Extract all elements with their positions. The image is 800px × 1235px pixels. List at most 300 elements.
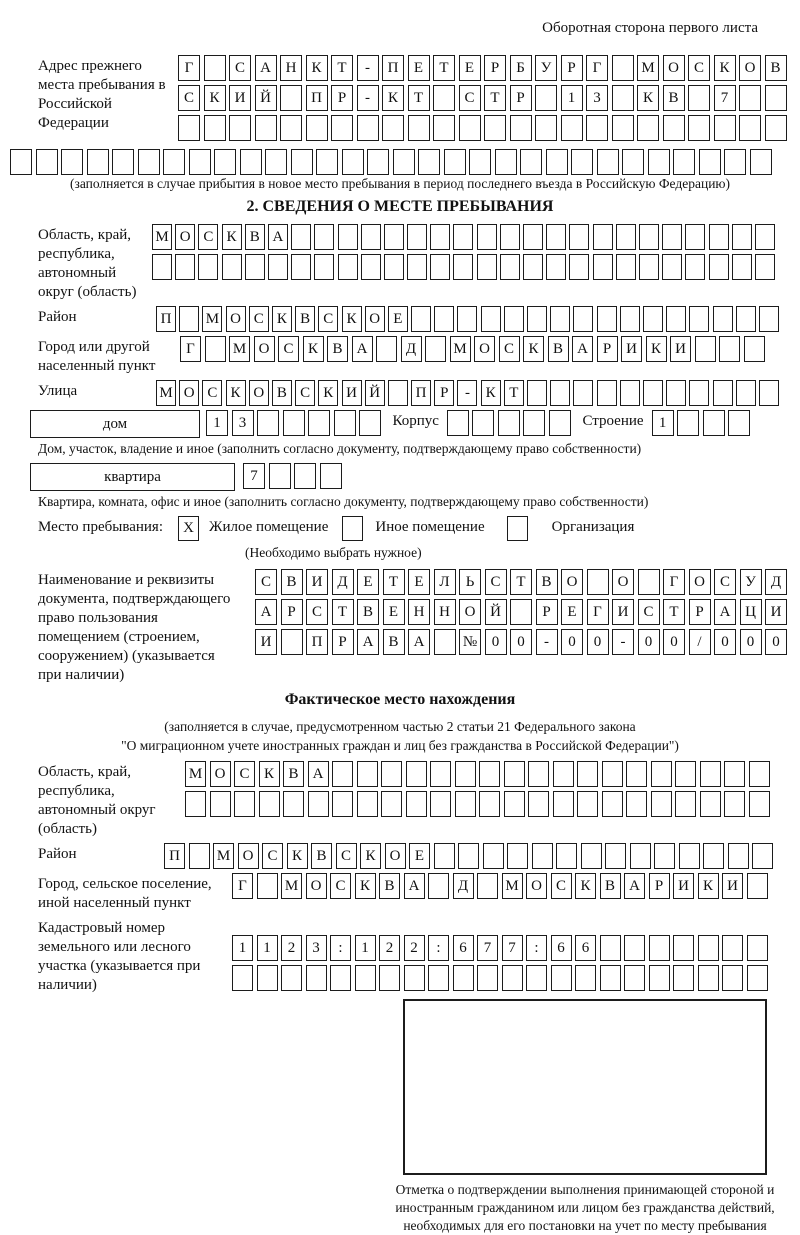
char-cell: А bbox=[268, 224, 288, 250]
char-cell bbox=[355, 965, 376, 991]
char-cell bbox=[330, 965, 351, 991]
char-cell: П bbox=[382, 55, 404, 81]
char-cell bbox=[453, 965, 474, 991]
char-cell bbox=[556, 843, 577, 869]
char-cell bbox=[504, 791, 525, 817]
house-row bbox=[30, 410, 800, 438]
char-cell: Ц bbox=[740, 599, 762, 625]
char-cell bbox=[673, 149, 695, 175]
char-cell bbox=[698, 965, 719, 991]
char-cell bbox=[624, 965, 645, 991]
char-cell: 6 bbox=[453, 935, 474, 961]
char-cell: М bbox=[502, 873, 523, 899]
char-cell: И bbox=[342, 380, 362, 406]
char-cell bbox=[685, 224, 705, 250]
char-cell bbox=[597, 149, 619, 175]
char-cell bbox=[232, 965, 253, 991]
cell-row bbox=[185, 791, 773, 817]
stroenie-cells bbox=[652, 410, 754, 436]
char-cell bbox=[732, 254, 752, 280]
char-cell: Д bbox=[453, 873, 474, 899]
char-cell bbox=[388, 380, 408, 406]
char-cell bbox=[638, 569, 660, 595]
char-cell: Е bbox=[561, 599, 583, 625]
char-cell bbox=[605, 843, 626, 869]
char-cell: О bbox=[306, 873, 327, 899]
char-cell: К bbox=[698, 873, 719, 899]
char-cell: Т bbox=[510, 569, 532, 595]
char-cell bbox=[752, 843, 773, 869]
korpus-label: Корпус bbox=[392, 413, 439, 429]
char-cell bbox=[430, 791, 451, 817]
actual-district-label: Район bbox=[38, 846, 77, 862]
char-cell bbox=[189, 149, 211, 175]
char-cell bbox=[198, 254, 218, 280]
char-cell bbox=[546, 254, 566, 280]
char-cell bbox=[626, 761, 647, 787]
char-cell bbox=[404, 965, 425, 991]
char-cell bbox=[612, 85, 634, 111]
char-cell bbox=[663, 115, 685, 141]
char-cell bbox=[430, 761, 451, 787]
char-cell: Е bbox=[408, 55, 430, 81]
char-cell bbox=[459, 115, 481, 141]
char-cell bbox=[393, 149, 415, 175]
char-cell bbox=[602, 761, 623, 787]
char-cell bbox=[229, 115, 251, 141]
char-cell: 0 bbox=[561, 629, 583, 655]
char-cell: И bbox=[621, 336, 642, 362]
char-cell: Т bbox=[332, 599, 354, 625]
char-cell bbox=[308, 410, 330, 436]
stay-type-option-organization: Организация bbox=[551, 519, 635, 535]
char-cell bbox=[597, 380, 617, 406]
char-cell bbox=[234, 791, 255, 817]
char-cell bbox=[453, 254, 473, 280]
char-cell bbox=[407, 224, 427, 250]
cell-row bbox=[156, 380, 782, 406]
char-cell bbox=[382, 115, 404, 141]
char-cell bbox=[281, 965, 302, 991]
char-cell bbox=[649, 935, 670, 961]
char-cell bbox=[479, 791, 500, 817]
char-cell bbox=[747, 965, 768, 991]
actual-location-title: Фактическое место нахождения bbox=[284, 691, 516, 708]
char-cell bbox=[332, 791, 353, 817]
char-cell bbox=[616, 224, 636, 250]
char-cell bbox=[291, 149, 313, 175]
char-cell: Й bbox=[365, 380, 385, 406]
document-cells bbox=[255, 569, 791, 659]
char-cell bbox=[597, 306, 617, 332]
char-cell: П bbox=[156, 306, 176, 332]
char-cell: К bbox=[259, 761, 280, 787]
char-cell bbox=[709, 254, 729, 280]
char-cell: В bbox=[283, 761, 304, 787]
char-cell: - bbox=[357, 85, 379, 111]
char-cell bbox=[722, 965, 743, 991]
char-cell: В bbox=[245, 224, 265, 250]
actual-city-label: Город, сельское поселение, иной населенный пункт bbox=[38, 876, 212, 911]
apartment-box-label: квартира bbox=[30, 463, 235, 491]
char-cell bbox=[453, 224, 473, 250]
char-cell bbox=[649, 965, 670, 991]
char-cell bbox=[477, 224, 497, 250]
char-cell bbox=[528, 761, 549, 787]
char-cell: О bbox=[249, 380, 269, 406]
char-cell bbox=[749, 791, 770, 817]
char-cell bbox=[204, 115, 226, 141]
char-cell bbox=[673, 965, 694, 991]
cell-row bbox=[185, 761, 773, 787]
char-cell bbox=[675, 791, 696, 817]
char-cell: Е bbox=[388, 306, 408, 332]
char-cell: В bbox=[379, 873, 400, 899]
prev-address-cells bbox=[178, 55, 790, 145]
char-cell: Р bbox=[597, 336, 618, 362]
char-cell bbox=[620, 306, 640, 332]
char-cell: К bbox=[355, 873, 376, 899]
char-cell bbox=[675, 761, 696, 787]
char-cell bbox=[384, 224, 404, 250]
char-cell bbox=[406, 791, 427, 817]
char-cell bbox=[666, 380, 686, 406]
char-cell bbox=[698, 935, 719, 961]
char-cell bbox=[535, 85, 557, 111]
char-cell bbox=[651, 791, 672, 817]
char-cell: С bbox=[551, 873, 572, 899]
cadastre-cells bbox=[232, 917, 771, 995]
char-cell bbox=[283, 410, 305, 436]
char-cell bbox=[630, 843, 651, 869]
house-number-cells bbox=[206, 410, 385, 436]
char-cell bbox=[214, 149, 236, 175]
char-cell: С bbox=[638, 599, 660, 625]
char-cell bbox=[739, 115, 761, 141]
char-cell bbox=[639, 224, 659, 250]
char-cell bbox=[546, 149, 568, 175]
char-cell bbox=[520, 149, 542, 175]
char-cell bbox=[381, 791, 402, 817]
char-cell: К bbox=[382, 85, 404, 111]
char-cell bbox=[532, 843, 553, 869]
char-cell: П bbox=[164, 843, 185, 869]
char-cell: И bbox=[722, 873, 743, 899]
district-label: Район bbox=[38, 309, 77, 325]
char-cell bbox=[268, 254, 288, 280]
char-cell: К bbox=[318, 380, 338, 406]
char-cell: Р bbox=[434, 380, 454, 406]
korpus-cells bbox=[447, 410, 575, 436]
char-cell bbox=[291, 224, 311, 250]
char-cell: А bbox=[255, 599, 277, 625]
char-cell: 7 bbox=[714, 85, 736, 111]
char-cell: В bbox=[295, 306, 315, 332]
char-cell bbox=[10, 149, 32, 175]
cell-row bbox=[232, 965, 771, 991]
cell-row bbox=[178, 55, 790, 81]
city-block bbox=[0, 336, 800, 376]
char-cell: К bbox=[204, 85, 226, 111]
char-cell bbox=[434, 629, 456, 655]
char-cell bbox=[331, 115, 353, 141]
street-block bbox=[0, 380, 800, 406]
cell-row bbox=[152, 254, 778, 280]
char-cell bbox=[257, 410, 279, 436]
char-cell: О bbox=[179, 380, 199, 406]
char-cell bbox=[744, 336, 765, 362]
char-cell: Р bbox=[331, 85, 353, 111]
stay-type-hint: (Необходимо выбрать нужное) bbox=[245, 545, 422, 560]
char-cell bbox=[381, 761, 402, 787]
char-cell: В bbox=[281, 569, 303, 595]
char-cell bbox=[755, 224, 775, 250]
char-cell: Д bbox=[765, 569, 787, 595]
char-cell bbox=[406, 761, 427, 787]
char-cell bbox=[428, 965, 449, 991]
char-cell bbox=[569, 224, 589, 250]
char-cell: О bbox=[689, 569, 711, 595]
char-cell: М bbox=[202, 306, 222, 332]
char-cell: С bbox=[249, 306, 269, 332]
section2-title: 2. СВЕДЕНИЯ О МЕСТЕ ПРЕБЫВАНИЯ bbox=[246, 198, 554, 215]
char-cell bbox=[222, 254, 242, 280]
actual-region-cells bbox=[185, 761, 773, 821]
char-cell bbox=[469, 149, 491, 175]
char-cell bbox=[204, 55, 226, 81]
char-cell bbox=[179, 306, 199, 332]
char-cell: 0 bbox=[765, 629, 787, 655]
char-cell bbox=[713, 306, 733, 332]
char-cell: О bbox=[663, 55, 685, 81]
char-cell: 2 bbox=[379, 935, 400, 961]
char-cell: С bbox=[255, 569, 277, 595]
char-cell: Т bbox=[504, 380, 524, 406]
char-cell bbox=[314, 254, 334, 280]
char-cell bbox=[433, 115, 455, 141]
char-cell: С bbox=[318, 306, 338, 332]
char-cell bbox=[472, 410, 494, 436]
char-cell bbox=[245, 254, 265, 280]
cell-row bbox=[178, 115, 790, 141]
char-cell: Г bbox=[178, 55, 200, 81]
prev-address-label: Адрес прежнего места пребывания в Российской Федерации bbox=[38, 58, 166, 131]
char-cell bbox=[384, 254, 404, 280]
char-cell: Г bbox=[587, 599, 609, 625]
char-cell: 1 bbox=[257, 935, 278, 961]
char-cell bbox=[593, 224, 613, 250]
char-cell: 3 bbox=[232, 410, 254, 436]
char-cell bbox=[679, 843, 700, 869]
char-cell bbox=[765, 85, 787, 111]
char-cell bbox=[455, 761, 476, 787]
char-cell: Е bbox=[408, 569, 430, 595]
char-cell bbox=[483, 843, 504, 869]
char-cell bbox=[477, 965, 498, 991]
city-label: Город или другой населенный пункт bbox=[38, 339, 156, 374]
char-cell: / bbox=[689, 629, 711, 655]
char-cell: С bbox=[202, 380, 222, 406]
char-cell bbox=[573, 306, 593, 332]
char-cell bbox=[526, 965, 547, 991]
char-cell: 0 bbox=[663, 629, 685, 655]
char-cell bbox=[255, 115, 277, 141]
cell-row bbox=[156, 306, 782, 332]
char-cell bbox=[624, 935, 645, 961]
cell-row bbox=[164, 843, 777, 869]
char-cell bbox=[573, 380, 593, 406]
actual-region-block bbox=[0, 761, 800, 839]
char-cell: 0 bbox=[740, 629, 762, 655]
char-cell bbox=[714, 115, 736, 141]
char-cell: Г bbox=[663, 569, 685, 595]
char-cell: К bbox=[287, 843, 308, 869]
char-cell bbox=[210, 791, 231, 817]
char-cell: С bbox=[234, 761, 255, 787]
char-cell: С bbox=[336, 843, 357, 869]
char-cell bbox=[689, 380, 709, 406]
char-cell: С bbox=[295, 380, 315, 406]
char-cell: 2 bbox=[281, 935, 302, 961]
prev-address-note: (заполняется в случае прибытия в новое место пребывания в период последнего въезда в Российскую Федерацию) bbox=[69, 176, 731, 191]
char-cell bbox=[320, 463, 342, 489]
char-cell bbox=[639, 254, 659, 280]
char-cell bbox=[688, 85, 710, 111]
char-cell: М bbox=[450, 336, 471, 362]
cell-row bbox=[255, 569, 791, 595]
document-label: Наименование и реквизиты документа, подтверждающего право пользования помещением (строением, сооружением) (указывается при наличии) bbox=[38, 572, 231, 683]
char-cell bbox=[306, 115, 328, 141]
char-cell bbox=[280, 85, 302, 111]
char-cell bbox=[535, 115, 557, 141]
char-cell bbox=[504, 306, 524, 332]
char-cell: И bbox=[765, 599, 787, 625]
char-cell: 2 bbox=[404, 935, 425, 961]
char-cell bbox=[338, 254, 358, 280]
char-cell bbox=[709, 224, 729, 250]
char-cell: Р bbox=[510, 85, 532, 111]
char-cell: 0 bbox=[485, 629, 507, 655]
char-cell bbox=[175, 254, 195, 280]
char-cell: Е bbox=[409, 843, 430, 869]
char-cell bbox=[455, 791, 476, 817]
apartment-note: Квартира, комната, офис и иное (заполнить согласно документу, подтверждающему право собственности) bbox=[38, 494, 649, 509]
char-cell: С bbox=[229, 55, 251, 81]
char-cell: С bbox=[499, 336, 520, 362]
char-cell: В bbox=[765, 55, 787, 81]
char-cell: Р bbox=[484, 55, 506, 81]
char-cell: Т bbox=[408, 85, 430, 111]
char-cell: О bbox=[254, 336, 275, 362]
char-cell bbox=[703, 843, 724, 869]
char-cell bbox=[479, 761, 500, 787]
char-cell bbox=[616, 254, 636, 280]
char-cell: Г bbox=[180, 336, 201, 362]
char-cell bbox=[523, 254, 543, 280]
char-cell bbox=[527, 380, 547, 406]
char-cell bbox=[291, 254, 311, 280]
char-cell bbox=[408, 115, 430, 141]
char-cell: № bbox=[459, 629, 481, 655]
char-cell bbox=[759, 306, 779, 332]
char-cell bbox=[736, 306, 756, 332]
char-cell: Р bbox=[689, 599, 711, 625]
char-cell bbox=[677, 410, 699, 436]
char-cell: Е bbox=[357, 569, 379, 595]
char-cell bbox=[163, 149, 185, 175]
char-cell: К bbox=[306, 55, 328, 81]
char-cell bbox=[434, 306, 454, 332]
char-cell bbox=[747, 935, 768, 961]
char-cell bbox=[510, 599, 532, 625]
char-cell: А bbox=[714, 599, 736, 625]
char-cell: Ь bbox=[459, 569, 481, 595]
char-cell bbox=[87, 149, 109, 175]
char-cell bbox=[308, 791, 329, 817]
char-cell: 6 bbox=[575, 935, 596, 961]
char-cell: О bbox=[385, 843, 406, 869]
char-cell: К bbox=[360, 843, 381, 869]
char-cell bbox=[376, 336, 397, 362]
char-cell bbox=[178, 115, 200, 141]
char-cell bbox=[334, 410, 356, 436]
char-cell bbox=[281, 629, 303, 655]
char-cell bbox=[688, 115, 710, 141]
char-cell: У bbox=[740, 569, 762, 595]
char-cell bbox=[577, 761, 598, 787]
stay-type-checkbox-organization bbox=[507, 516, 528, 541]
char-cell: О bbox=[561, 569, 583, 595]
char-cell bbox=[673, 935, 694, 961]
char-cell: Е bbox=[383, 599, 405, 625]
char-cell bbox=[434, 843, 455, 869]
char-cell bbox=[359, 410, 381, 436]
char-cell bbox=[575, 965, 596, 991]
char-cell bbox=[637, 115, 659, 141]
cell-row bbox=[255, 599, 791, 625]
house-box-label: дом bbox=[30, 410, 200, 438]
char-cell bbox=[600, 935, 621, 961]
char-cell bbox=[651, 761, 672, 787]
char-cell bbox=[713, 380, 733, 406]
char-cell: - bbox=[536, 629, 558, 655]
stay-type-checkbox-residential: X bbox=[178, 516, 199, 541]
char-cell bbox=[357, 761, 378, 787]
char-cell: 0 bbox=[714, 629, 736, 655]
char-cell: В bbox=[548, 336, 569, 362]
char-cell bbox=[722, 935, 743, 961]
char-cell bbox=[342, 149, 364, 175]
char-cell bbox=[283, 791, 304, 817]
char-cell bbox=[433, 85, 455, 111]
char-cell bbox=[379, 965, 400, 991]
char-cell bbox=[724, 761, 745, 787]
char-cell bbox=[765, 115, 787, 141]
char-cell bbox=[411, 306, 431, 332]
char-cell bbox=[586, 115, 608, 141]
cell-row bbox=[178, 85, 790, 111]
page-title: Оборотная сторона первого листа bbox=[542, 20, 758, 36]
char-cell: 0 bbox=[638, 629, 660, 655]
char-cell bbox=[581, 843, 602, 869]
char-cell: И bbox=[673, 873, 694, 899]
confirmation-stamp-box bbox=[403, 999, 767, 1175]
char-cell: : bbox=[428, 935, 449, 961]
char-cell bbox=[666, 306, 686, 332]
char-cell: С bbox=[330, 873, 351, 899]
char-cell bbox=[430, 254, 450, 280]
char-cell bbox=[316, 149, 338, 175]
